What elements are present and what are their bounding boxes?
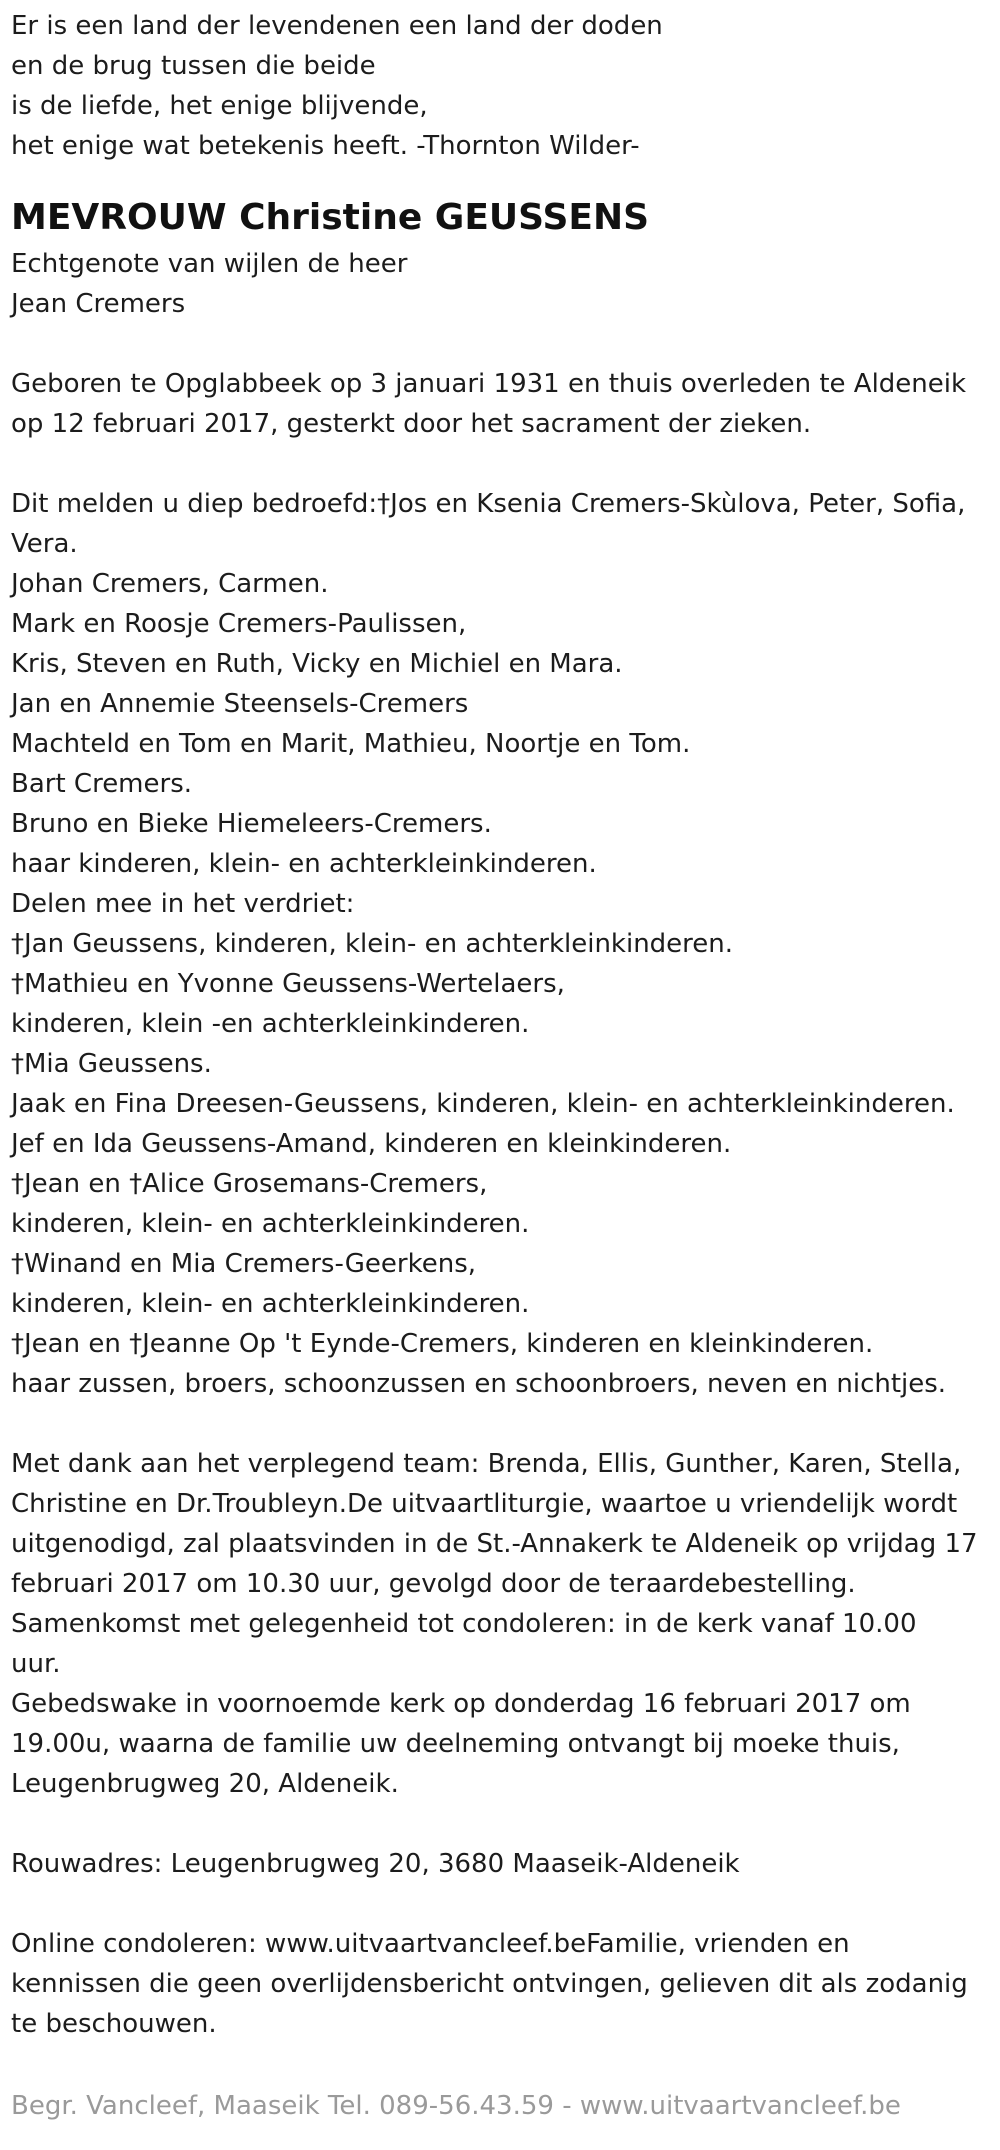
mourner-line: Bart Cremers. — [11, 769, 193, 799]
service-line: februari 2017 om 10.30 uur, gevolgd door de teraardebestelling. — [11, 1569, 856, 1599]
mourner-line: kinderen, klein- en achterkleinkinderen. — [11, 1209, 530, 1239]
mourner-line: Dit melden u diep bedroefd:†Jos en Ksenia Cremers-Skùlova, Peter, Sofia, — [11, 489, 966, 519]
quote-line: het enige wat betekenis heeft. -Thornton Wilder- — [11, 131, 640, 161]
obituary-notice — [11, 6, 991, 2044]
thanks-and-service-block — [11, 1444, 991, 1804]
service-line: Samenkomst met gelegenheid tot condoleren: in de kerk vanaf 10.00 — [11, 1609, 917, 1639]
service-line: Gebedswake in voornoemde kerk op donderdag 16 februari 2017 om — [11, 1689, 911, 1719]
mourner-line: †Winand en Mia Cremers-Geerkens, — [11, 1249, 477, 1279]
funeral-home-footer: Begr. Vancleef, Maaseik Tel. 089-56.43.59 - www.uitvaartvancleef.be — [11, 2091, 901, 2121]
service-line: uitgenodigd, zal plaatsvinden in de St.-Annakerk te Aldeneik op vrijdag 17 — [11, 1529, 978, 1559]
mourner-line: Bruno en Bieke Hiemeleers-Cremers. — [11, 809, 492, 839]
mourner-line: Jaak en Fina Dreesen-Geussens, kinderen, klein- en achterkleinkinderen. — [11, 1089, 955, 1119]
spacer — [11, 324, 991, 364]
mourner-line: Vera. — [11, 529, 78, 559]
mourner-line: haar zussen, broers, schoonzussen en schoonbroers, neven en nichtjes. — [11, 1369, 947, 1399]
mourner-line: †Mathieu en Yvonne Geussens-Wertelaers, — [11, 969, 565, 999]
service-line: Leugenbrugweg 20, Aldeneik. — [11, 1769, 399, 1799]
mourner-line: †Jean en †Alice Grosemans-Cremers, — [11, 1169, 488, 1199]
online-condolences-block — [11, 1924, 991, 2044]
spacer — [11, 1404, 991, 1444]
spouse-block — [11, 244, 991, 324]
deceased-name-title: MEVROUW Christine GEUSSENS — [11, 197, 650, 238]
quote-line: Er is een land der levendenen een land der doden — [11, 11, 663, 41]
online-line: Online condoleren: www.uitvaartvancleef.beFamilie, vrienden en — [11, 1929, 850, 1959]
mourner-line: Johan Cremers, Carmen. — [11, 569, 329, 599]
mourners-block — [11, 484, 991, 1404]
spouse-line: Echtgenote van wijlen de heer — [11, 249, 408, 279]
mourner-line: Kris, Steven en Ruth, Vicky en Michiel en Mara. — [11, 649, 623, 679]
mourner-line: Jan en Annemie Steensels-Cremers — [11, 689, 469, 719]
service-line: 19.00u, waarna de familie uw deelneming ontvangt bij moeke thuis, — [11, 1729, 900, 1759]
quote-block — [11, 6, 991, 166]
service-line: Christine en Dr.Troubleyn.De uitvaartliturgie, waartoe u vriendelijk wordt — [11, 1489, 958, 1519]
mourner-line: †Mia Geussens. — [11, 1049, 212, 1079]
mourner-line: Machteld en Tom en Marit, Mathieu, Noortje en Tom. — [11, 729, 691, 759]
spacer — [11, 1884, 991, 1924]
mourner-line: †Jan Geussens, kinderen, klein- en achterkleinkinderen. — [11, 929, 734, 959]
spacer — [11, 166, 991, 192]
mourner-line: kinderen, klein -en achterkleinkinderen. — [11, 1009, 530, 1039]
service-line: Met dank aan het verplegend team: Brenda, Ellis, Gunther, Karen, Stella, — [11, 1449, 962, 1479]
mourner-line: kinderen, klein- en achterkleinkinderen. — [11, 1289, 530, 1319]
mourner-line: haar kinderen, klein- en achterkleinkinderen. — [11, 849, 597, 879]
mourner-line: Jef en Ida Geussens-Amand, kinderen en kleinkinderen. — [11, 1129, 732, 1159]
birth-death-line: Geboren te Opglabbeek op 3 januari 1931 en thuis overleden te Aldeneik — [11, 369, 967, 399]
spouse-line: Jean Cremers — [11, 289, 186, 319]
spacer — [11, 444, 991, 484]
quote-line: en de brug tussen die beide — [11, 51, 376, 81]
mourning-address: Rouwadres: Leugenbrugweg 20, 3680 Maaseik-Aldeneik — [11, 1849, 740, 1879]
quote-line: is de liefde, het enige blijvende, — [11, 91, 428, 121]
mourner-line: †Jean en †Jeanne Op 't Eynde-Cremers, kinderen en kleinkinderen. — [11, 1329, 874, 1359]
online-line: kennissen die geen overlijdensbericht ontvingen, gelieven dit als zodanig — [11, 1969, 968, 1999]
service-line: uur. — [11, 1649, 61, 1679]
mourner-line: Mark en Roosje Cremers-Paulissen, — [11, 609, 467, 639]
mourner-line: Delen mee in het verdriet: — [11, 889, 355, 919]
online-line: te beschouwen. — [11, 2009, 217, 2039]
spacer — [11, 1804, 991, 1844]
birth-death-block — [11, 364, 991, 444]
birth-death-line: op 12 februari 2017, gesterkt door het sacrament der zieken. — [11, 409, 812, 439]
